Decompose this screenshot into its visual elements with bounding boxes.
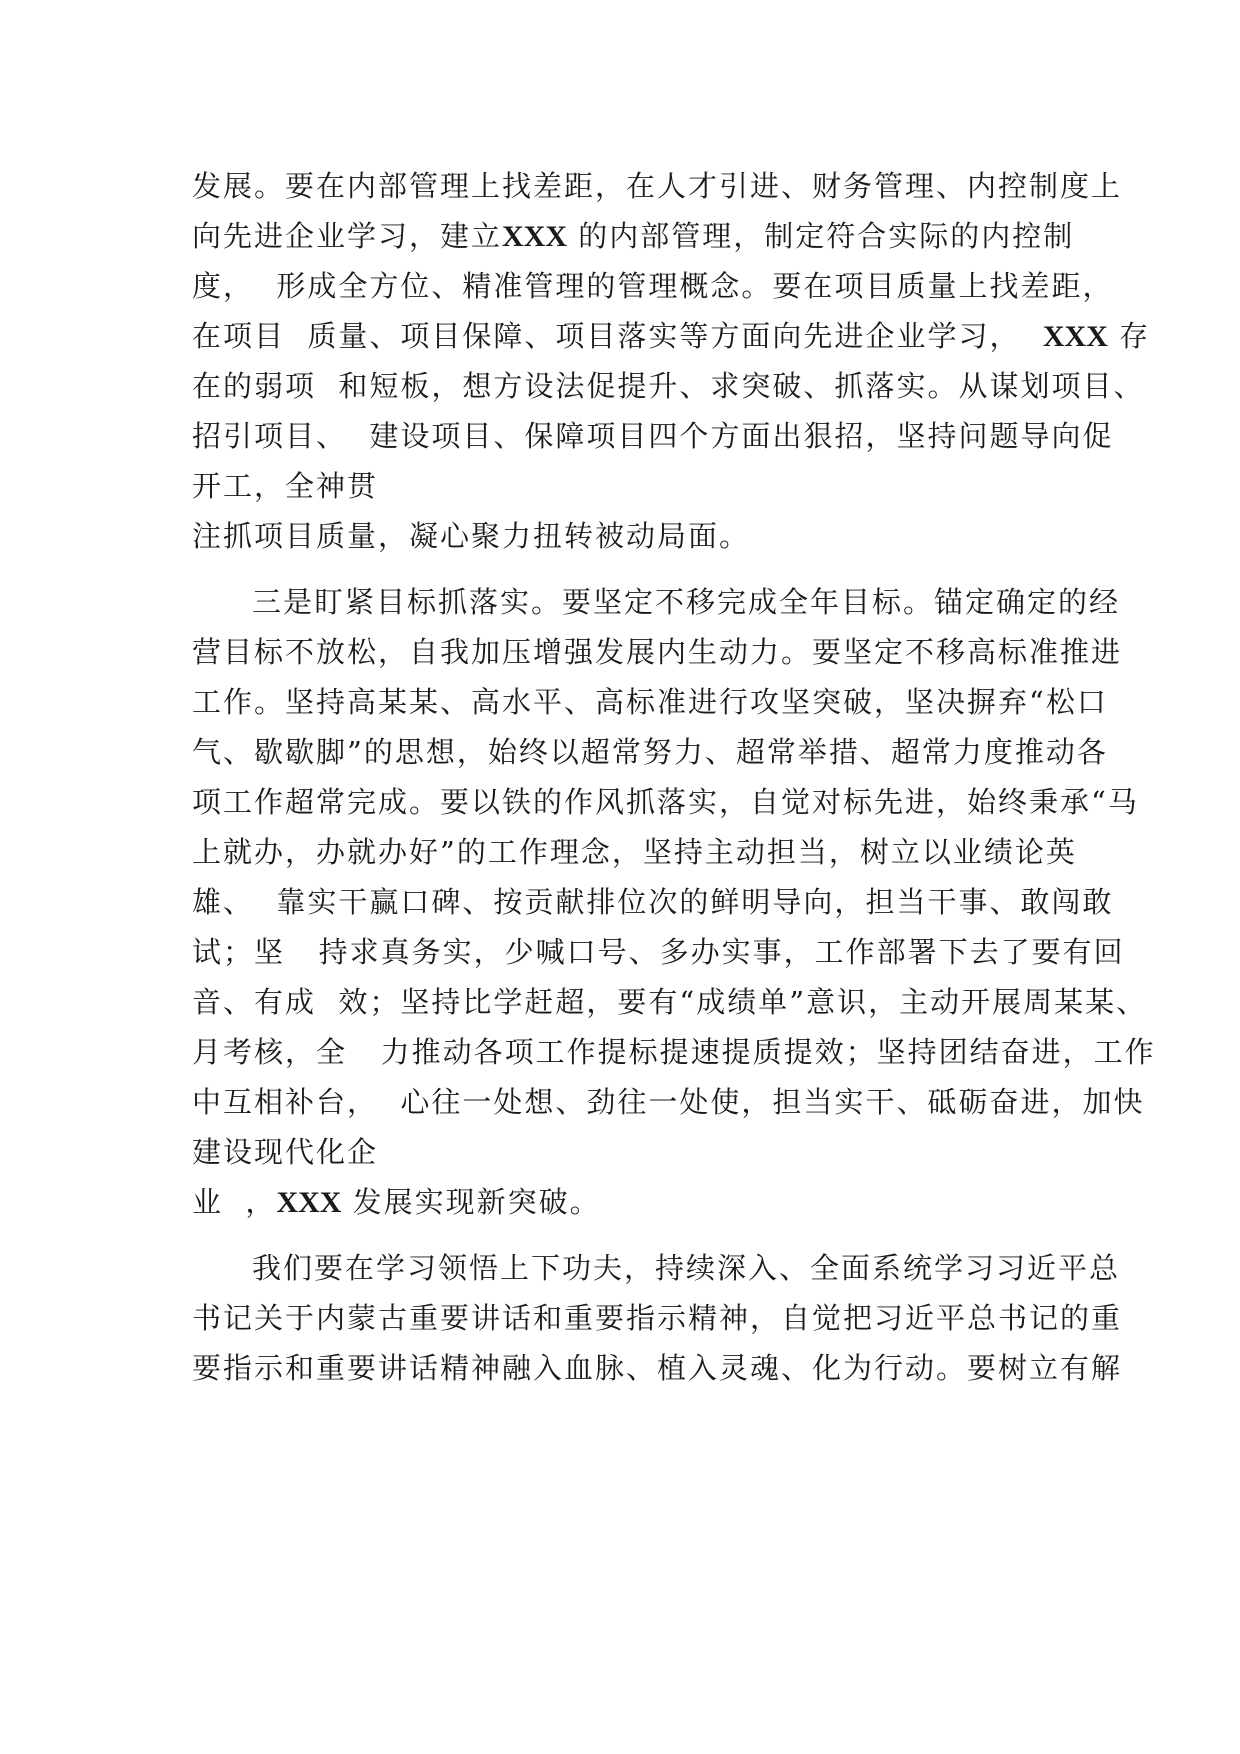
text-line: 中互相补台， 心往一处想、劲往一处使，担当实干、砥砺奋进，加快 [192,1085,1145,1119]
text-line: 建设现代化企 [192,1135,379,1169]
text-segment: 发展实现新突破。 [341,1185,601,1219]
text-line: 上就办，办就办好”的工作理念，坚持主动担当，树立以业绩论英 [192,835,1077,869]
text-segment: 在项目 质量、项目保障、项目落实等方面向先进企业学习， [192,319,1043,353]
placeholder-xxx: XXX [276,1186,342,1219]
paragraph-first-line: 我们要在学习领悟上下功夫，持续深入、全面系统学习习近平总 [252,1251,1121,1285]
text-segment: 向先进企业学习，建立 [192,219,503,253]
text-line: 要指示和重要讲话精神融入血脉、植入灵魂、化为行动。要树立有解 [192,1351,1123,1385]
text-line: 音、有成 效；坚持比学赶超，要有“成绩单”意识，主动开展周某某、 [192,985,1148,1019]
text-segment: 的内部管理，制定符合实际的内控制 [567,219,1075,253]
text-line: 气、歇歇脚”的思想，始终以超常努力、超常举措、超常力度推动各 [192,735,1108,769]
text-segment: 业 ， [192,1185,277,1219]
text-line [192,216,1074,257]
text-line: 项工作超常完成。要以铁的作风抓落实，自觉对标先进，始终秉承“马 [192,785,1139,819]
text-line: 注抓项目质量，凝心聚力扭转被动局面。 [192,519,751,553]
text-line: 招引项目、 建设项目、保障项目四个方面出狠招，坚持问题导向促 [192,419,1114,453]
text-segment: 存 [1107,319,1151,353]
text-line [192,1182,601,1223]
placeholder-xxx: XXX [1042,320,1108,353]
text-line [192,316,1150,357]
placeholder-xxx: XXX [502,220,568,253]
text-line: 度， 形成全方位、精准管理的管理概念。要在项目质量上找差距， [192,269,1114,303]
text-line: 开工，全神贯 [192,469,379,503]
text-line: 试；坚 持求真务实，少喊口号、多办实事，工作部署下去了要有回 [192,935,1125,969]
text-line: 月考核，全 力推动各项工作提标提速提质提效；坚持团结奋进，工作 [192,1035,1156,1069]
text-line: 工作。坚持高某某、高水平、高标准进行攻坚突破，坚决摒弃“松口 [192,685,1108,719]
text-line: 发展。要在内部管理上找差距，在人才引进、财务管理、内控制度上 [192,169,1123,203]
paragraph-first-line: 三是盯紧目标抓落实。要坚定不移完成全年目标。锚定确定的经 [252,585,1121,619]
text-line: 书记关于内蒙古重要讲话和重要指示精神，自觉把习近平总书记的重 [192,1301,1123,1335]
text-line: 雄、 靠实干赢口碑、按贡献排位次的鲜明导向，担当干事、敢闯敢 [192,885,1114,919]
text-line: 营目标不放松，自我加压增强发展内生动力。要坚定不移高标准推进 [192,635,1123,669]
text-line: 在的弱项 和短板，想方设法促提升、求突破、抓落实。从谋划项目、 [192,369,1145,403]
